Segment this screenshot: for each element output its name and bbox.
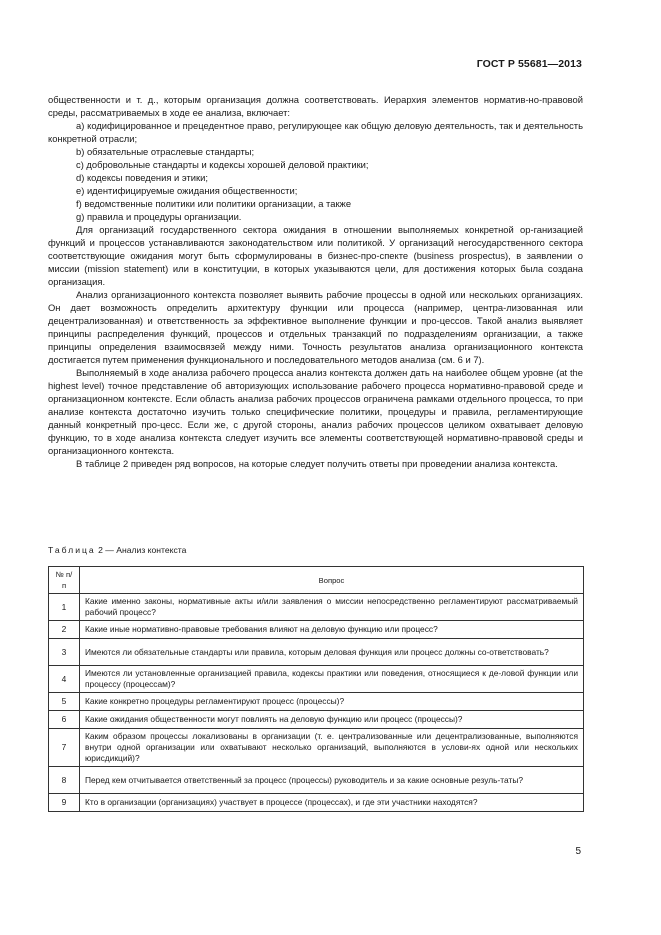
row-number: 1: [49, 594, 80, 621]
page-number: 5: [575, 846, 581, 857]
row-question: Какие ожидания общественности могут повлиять на деловую функцию или процесс (процессы)?: [80, 711, 584, 729]
table-row: [49, 729, 584, 767]
paragraph: общественности и т. д., которым организация должна соответствовать. Иерархия элементов норматив-но-правовой среды, рассматриваемых в ходе ее анализа, включает:: [48, 94, 583, 118]
paragraph: e) идентифицируемые ожидания общественности;: [76, 185, 298, 196]
paragraph: В таблице 2 приведен ряд вопросов, на которые следует получить ответы при проведении анализа контекста.: [76, 458, 558, 469]
paragraph: Анализ организационного контекста позволяет выявить рабочие процессы в одной или нескольких организациях. Он дает возможность определить архитектуру функции или процесса (например, центра-лизованная или децентрализованная) и ответственность за эффективное выполнение функции и про-цессов. Такой анализ выявляет принципы распределения функций, процессов и отдельных транзакций по подразделениям организации, а также принципы определения взаимосвязей между ними. Точность результатов анализа организационного контекста достигается путем применения функционального и последовательного методов анализа (см. 6 и 7).: [48, 289, 583, 365]
table-row: [49, 639, 584, 666]
row-number: 5: [49, 693, 80, 711]
column-header-number: № п/п: [49, 567, 80, 594]
paragraph: d) кодексы поведения и этики;: [76, 172, 208, 183]
paragraph: Выполняемый в ходе анализа рабочего процесса анализ контекста должен дать на наиболее общем уровне (at the highest level) точное представление об авторизующих использование рабочего процесса нормативно-правовой среде и организационном контексте. Если область анализа рабочих процессов ограничена рамками отдельного процесса, то при анализе контекста достаточно изучить только специфические политики, процедуры и правила, регламентирующие данный конкретный про-цесс. Если же, с другой стороны, анализ рабочих процессов целиком охватывает деловую функцию, то в ходе анализа контекста следует изучить все элементы соответствующей нормативно-правовой среды и организационного контекста.: [48, 367, 583, 456]
table-caption: [48, 545, 186, 555]
table-header-row: [49, 567, 584, 594]
paragraph: a) кодифицированное и прецедентное право, регулирующее как общую деловую деятельность, так и деятельность конкретной отрасли;: [48, 120, 583, 144]
row-number: 3: [49, 639, 80, 666]
row-question: Имеются ли обязательные стандарты или правила, которым деловая функция или процесс должны со-ответствовать?: [80, 639, 584, 666]
table-row: [49, 594, 584, 621]
paragraph: g) правила и процедуры организации.: [76, 211, 242, 222]
column-header-question: Вопрос: [80, 567, 584, 594]
standard-code-header: ГОСТ Р 55681—2013: [476, 58, 582, 70]
table-row: [49, 693, 584, 711]
table-body: [49, 594, 584, 812]
row-question: Имеются ли установленные организацией правила, кодексы практики или поведения, относящиеся к де-ловой функции или процессу (процессам)?: [80, 666, 584, 693]
table-row: [49, 794, 584, 812]
row-number: 9: [49, 794, 80, 812]
table-row: [49, 767, 584, 794]
row-question: Кто в организации (организациях) участвует в процессе (процессах), и где эти участники находятся?: [80, 794, 584, 812]
row-question: Какие конкретно процедуры регламентируют процесс (процессы)?: [80, 693, 584, 711]
body-text: [48, 93, 583, 470]
row-question: Перед кем отчитывается ответственный за процесс (процессы) руководитель и за какие основные резуль-таты?: [80, 767, 584, 794]
row-number: 7: [49, 729, 80, 767]
row-number: 8: [49, 767, 80, 794]
table-row: [49, 621, 584, 639]
paragraph: f) ведомственные политики или политики организации, а также: [76, 198, 352, 209]
table-row: [49, 666, 584, 693]
table-row: [49, 711, 584, 729]
row-question: Какие именно законы, нормативные акты и/или заявления о миссии непосредственно регламентируют рассматриваемый рабочий процесс?: [80, 594, 584, 621]
row-question: Каким образом процессы локализованы в организации (т. е. централизованные или децентрализованные, выполняются внутри одной организации или охватывают несколько организаций, выполняются в услови-ях одной или нескольких юрисдикций)?: [80, 729, 584, 767]
row-number: 2: [49, 621, 80, 639]
table-caption-prefix: Таблица: [48, 545, 96, 555]
row-number: 4: [49, 666, 80, 693]
row-number: 6: [49, 711, 80, 729]
paragraph: c) добровольные стандарты и кодексы хорошей деловой практики;: [76, 159, 369, 170]
row-question: Какие иные нормативно-правовые требования влияют на деловую функцию или процесс?: [80, 621, 584, 639]
paragraph: Для организаций государственного сектора ожидания в отношении выполняемых конкретной ор-ганизацией функций и процессов устанавливаются законодательством или политикой. У организаций негосударственного сектора соответствующие ожидания могут быть сформулированы в бизнес-про-спекте (business prospectus), в заявлении о миссии (mission statement) или в конституции, в которых указываются цели, для достижения которых была создана организация.: [48, 224, 583, 287]
context-analysis-table: [48, 566, 584, 812]
table-caption-title: 2 — Анализ контекста: [98, 545, 187, 555]
paragraph: b) обязательные отраслевые стандарты;: [76, 146, 255, 157]
